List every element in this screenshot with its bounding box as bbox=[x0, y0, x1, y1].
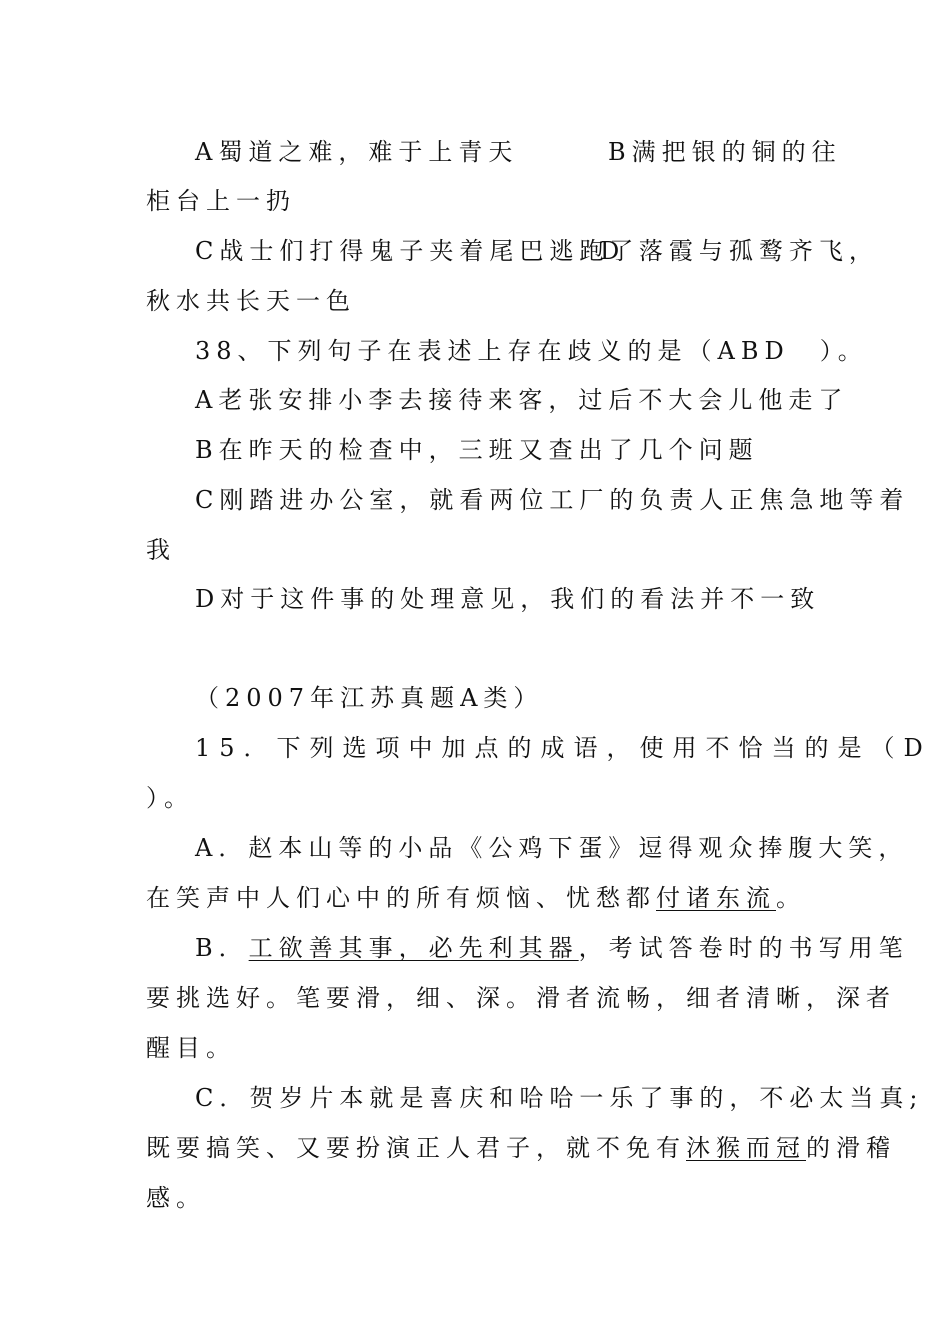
q37-option-a bbox=[195, 137, 518, 167]
q37-option-c bbox=[195, 236, 639, 266]
q38-stem bbox=[195, 336, 868, 366]
q15-option-c-line1-text: C．贺岁片本就是喜庆和哈哈一乐了事的，不必太当真; bbox=[195, 1084, 924, 1112]
q38-stem-text: 38、下列句子在表述上存在歧义的是（ABD ）。 bbox=[195, 337, 868, 365]
q37-option-d-continuation bbox=[146, 286, 356, 316]
q38-option-c bbox=[195, 485, 909, 515]
q15-option-a-idiom: 付诸东流 bbox=[656, 884, 776, 912]
q15-option-c-idiom: 沐猴而冠 bbox=[686, 1134, 806, 1162]
q15-option-b-line1-post: ，考试答卷时的书写用笔 bbox=[578, 934, 909, 962]
q38-option-d-text: D对于这件事的处理意见，我们的看法并不一致 bbox=[195, 585, 821, 613]
q15-option-b-line1 bbox=[195, 933, 909, 963]
q15-option-b-line2 bbox=[146, 983, 896, 1013]
q37-option-b-cont-text: 柜台上一扔 bbox=[146, 187, 296, 215]
q37-option-c-text: C战士们打得鬼子夹着尾巴逃跑了 bbox=[195, 237, 640, 265]
q15-option-c-line3-text: 感。 bbox=[146, 1184, 206, 1212]
q15-option-a-line1 bbox=[195, 833, 908, 863]
q38-option-c-text: C刚踏进办公室，就看两位工厂的负责人正焦急地等着 bbox=[195, 486, 910, 514]
q38-option-c-continuation bbox=[146, 535, 176, 565]
q15-option-b-idiom: 工欲善其事，必先利其器 bbox=[248, 934, 579, 962]
q38-option-b-text: B在昨天的检查中，三班又查出了几个问题 bbox=[195, 436, 759, 464]
q38-option-a bbox=[195, 385, 848, 415]
q38-option-d bbox=[195, 584, 820, 614]
q15-option-c-line2-pre: 既要搞笑、又要扮演正人君子，就不免有 bbox=[146, 1134, 686, 1162]
section-header bbox=[195, 683, 543, 713]
q15-option-a-line2-pre: 在笑声中人们心中的所有烦恼、忧愁都 bbox=[146, 884, 656, 912]
q15-option-a-line2-post: 。 bbox=[776, 884, 806, 912]
q15-option-b-line3-text: 醒目。 bbox=[146, 1034, 236, 1062]
q38-option-c-cont-text: 我 bbox=[146, 536, 176, 564]
section-header-text: （2007年江苏真题A类） bbox=[195, 684, 544, 712]
q15-option-a-line2 bbox=[146, 883, 806, 913]
q15-option-a-line1-text: A．赵本山等的小品《公鸡下蛋》逗得观众捧腹大笑， bbox=[195, 834, 909, 862]
q15-option-c-line1 bbox=[195, 1083, 923, 1113]
q15-option-b-line2-text: 要挑选好。笔要滑，细、深。滑者流畅，细者清晰，深者 bbox=[146, 984, 896, 1012]
q38-option-b bbox=[195, 435, 759, 465]
q15-option-c-line3 bbox=[146, 1183, 206, 1213]
q37-option-b bbox=[608, 137, 842, 167]
q15-option-b-line3 bbox=[146, 1033, 236, 1063]
q15-stem bbox=[195, 733, 932, 763]
q15-stem-text: 15．下列选项中加点的成语，使用不恰当的是（D bbox=[195, 734, 932, 762]
q37-option-d bbox=[600, 236, 879, 266]
q37-option-a-text: A蜀道之难，难于上青天 bbox=[195, 138, 519, 166]
q15-option-c-line2-post: 的滑稽 bbox=[806, 1134, 896, 1162]
q37-option-b-text: B满把银的铜的往 bbox=[608, 138, 842, 166]
q15-option-c-line2 bbox=[146, 1133, 896, 1163]
q38-option-a-text: A老张安排小李去接待来客，过后不大会儿他走了 bbox=[195, 386, 849, 414]
q37-option-b-continuation bbox=[146, 186, 296, 216]
q15-stem-continuation bbox=[146, 783, 194, 813]
q15-stem-cont-text: ）。 bbox=[146, 784, 194, 812]
q15-option-b-line1-pre: B． bbox=[195, 934, 249, 962]
q37-option-d-text: D 落霞与孤鹜齐飞， bbox=[600, 237, 879, 265]
q37-option-d-cont-text: 秋水共长天一色 bbox=[146, 287, 356, 315]
